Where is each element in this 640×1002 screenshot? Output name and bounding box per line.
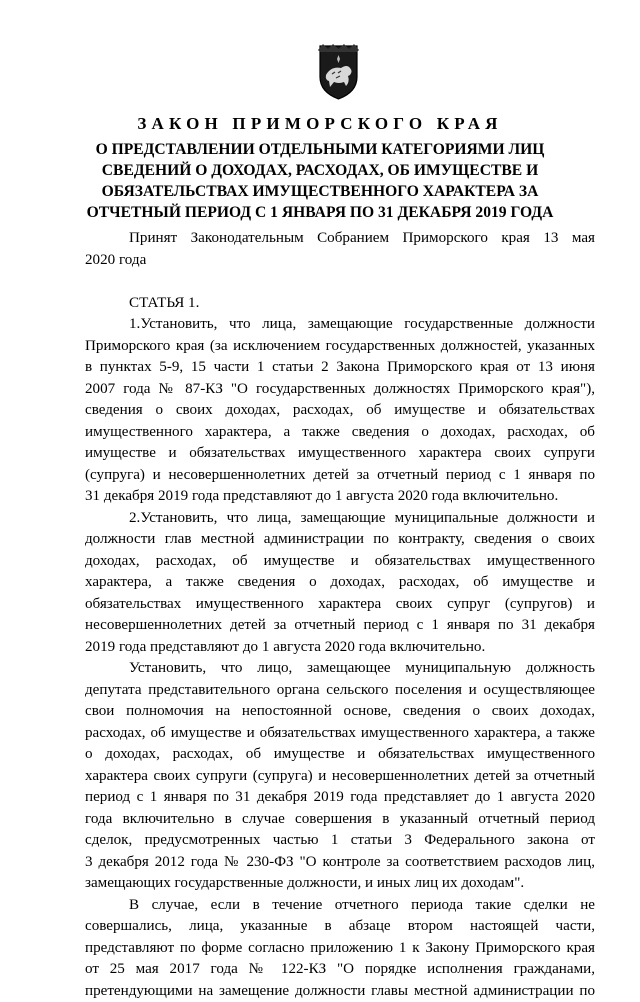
text-line: обязательствах имущественного характера своих супруг (супругов) и xyxy=(85,594,595,616)
text-line: представляют по форме согласно приложению 1 к Закону Приморского края xyxy=(85,938,595,960)
text-line: доходах, расходах, об имуществе и обязательствах имущественного xyxy=(85,551,595,573)
subtitle-line: ОБЯЗАТЕЛЬСТВАХ ИМУЩЕСТВЕННОГО ХАРАКТЕРА ЗА xyxy=(60,181,580,202)
text-line: свои полномочия на непостоянной основе, сведения о своих доходах, xyxy=(85,701,595,723)
text-line: замещающих государственные должности, и иных лиц их доходам". xyxy=(85,873,595,895)
text-line: Принят Законодательным Собранием Приморского края 13 мая xyxy=(85,228,595,250)
text-line: в пунктах 5-9, 15 части 1 статьи 2 Закона Приморского края от 13 июня xyxy=(85,357,595,379)
text-line: года включительно в случае совершения в указанный отчетный период xyxy=(85,809,595,831)
text-line: (супруга) и несовершеннолетних детей за отчетный период с 1 января по xyxy=(85,465,595,487)
text-line: В случае, если в течение отчетного периода такие сделки не xyxy=(85,895,595,917)
text-line: претендующими на замещение должности главы местной администрации по xyxy=(85,981,595,1002)
text-line: характера, а также сведения о доходах, расходах, об имуществе и xyxy=(85,572,595,594)
paragraph-1 xyxy=(85,314,595,508)
subtitle-line: ОТЧЕТНЫЙ ПЕРИОД С 1 ЯНВАРЯ ПО 31 ДЕКАБРЯ 2019 ГОДА xyxy=(60,202,580,223)
text-line: сделок, предусмотренных частью 1 статьи 3 Федерального закона от xyxy=(85,830,595,852)
coat-of-arms-emblem xyxy=(317,43,360,101)
text-line: 2.Установить, что лица, замещающие муниципальные должности и xyxy=(85,508,595,530)
text-line: депутата представительного органа сельского поселения и осуществляющее xyxy=(85,680,595,702)
text-line: о доходах, расходах, об имуществе и обязательствах имущественного xyxy=(85,744,595,766)
text-line: 3 декабря 2012 года № 230-ФЗ "О контроле за соответствием расходов лиц, xyxy=(85,852,595,874)
text-line: Приморского края (за исключением государственных должностей, указанных xyxy=(85,336,595,358)
subtitle-line: СВЕДЕНИЙ О ДОХОДАХ, РАСХОДАХ, ОБ ИМУЩЕСТВЕ И xyxy=(60,160,580,181)
article-heading xyxy=(85,293,595,315)
paragraph-4 xyxy=(85,895,595,1002)
text-line: 2019 года представляют до 1 августа 2020 года включительно. xyxy=(85,637,595,659)
text-line: 2020 года xyxy=(85,250,595,272)
text-line: 2007 года № 87-КЗ "О государственных должностях Приморского края"), xyxy=(85,379,595,401)
text-line: имуществе и обязательствах имущественного характера своих супруги xyxy=(85,443,595,465)
text-line: 31 декабря 2019 года представляют до 1 августа 2020 года включительно. xyxy=(85,486,595,508)
law-title: ЗАКОН ПРИМОРСКОГО КРАЯ xyxy=(0,112,640,136)
text-line: Установить, что лицо, замещающее муниципальную должность xyxy=(85,658,595,680)
subtitle-line: О ПРЕДСТАВЛЕНИИ ОТДЕЛЬНЫМИ КАТЕГОРИЯМИ ЛИЦ xyxy=(60,139,580,160)
law-subtitle xyxy=(60,139,580,223)
text-line: от 25 мая 2017 года № 122-КЗ "О порядке исполнения гражданами, xyxy=(85,959,595,981)
text-line: несовершеннолетних детей за отчетный период с 1 января по 31 декабря xyxy=(85,615,595,637)
paragraph-3 xyxy=(85,658,595,895)
document-body xyxy=(85,228,595,1002)
text-line: 1.Установить, что лица, замещающие государственные должности xyxy=(85,314,595,336)
text-line: период с 1 января по 31 декабря 2019 года представляет до 1 августа 2020 xyxy=(85,787,595,809)
text-line: должности глав местной администрации по контракту, сведения о своих xyxy=(85,529,595,551)
text-line: сведения о своих доходах, расходах, об имуществе и обязательствах xyxy=(85,400,595,422)
paragraph-2 xyxy=(85,508,595,659)
text-line: совершались, лица, указанные в абзаце втором настоящей части, xyxy=(85,916,595,938)
text-line: имущественного характера, а также сведения о доходах, расходах, об xyxy=(85,422,595,444)
text-line: СТАТЬЯ 1. xyxy=(85,293,595,315)
adoption-note xyxy=(85,228,595,271)
text-line: расходах, об имуществе и обязательствах имущественного характера, а также xyxy=(85,723,595,745)
text-line: характера своих супруги (супруга) и несовершеннолетних детей за отчетный xyxy=(85,766,595,788)
